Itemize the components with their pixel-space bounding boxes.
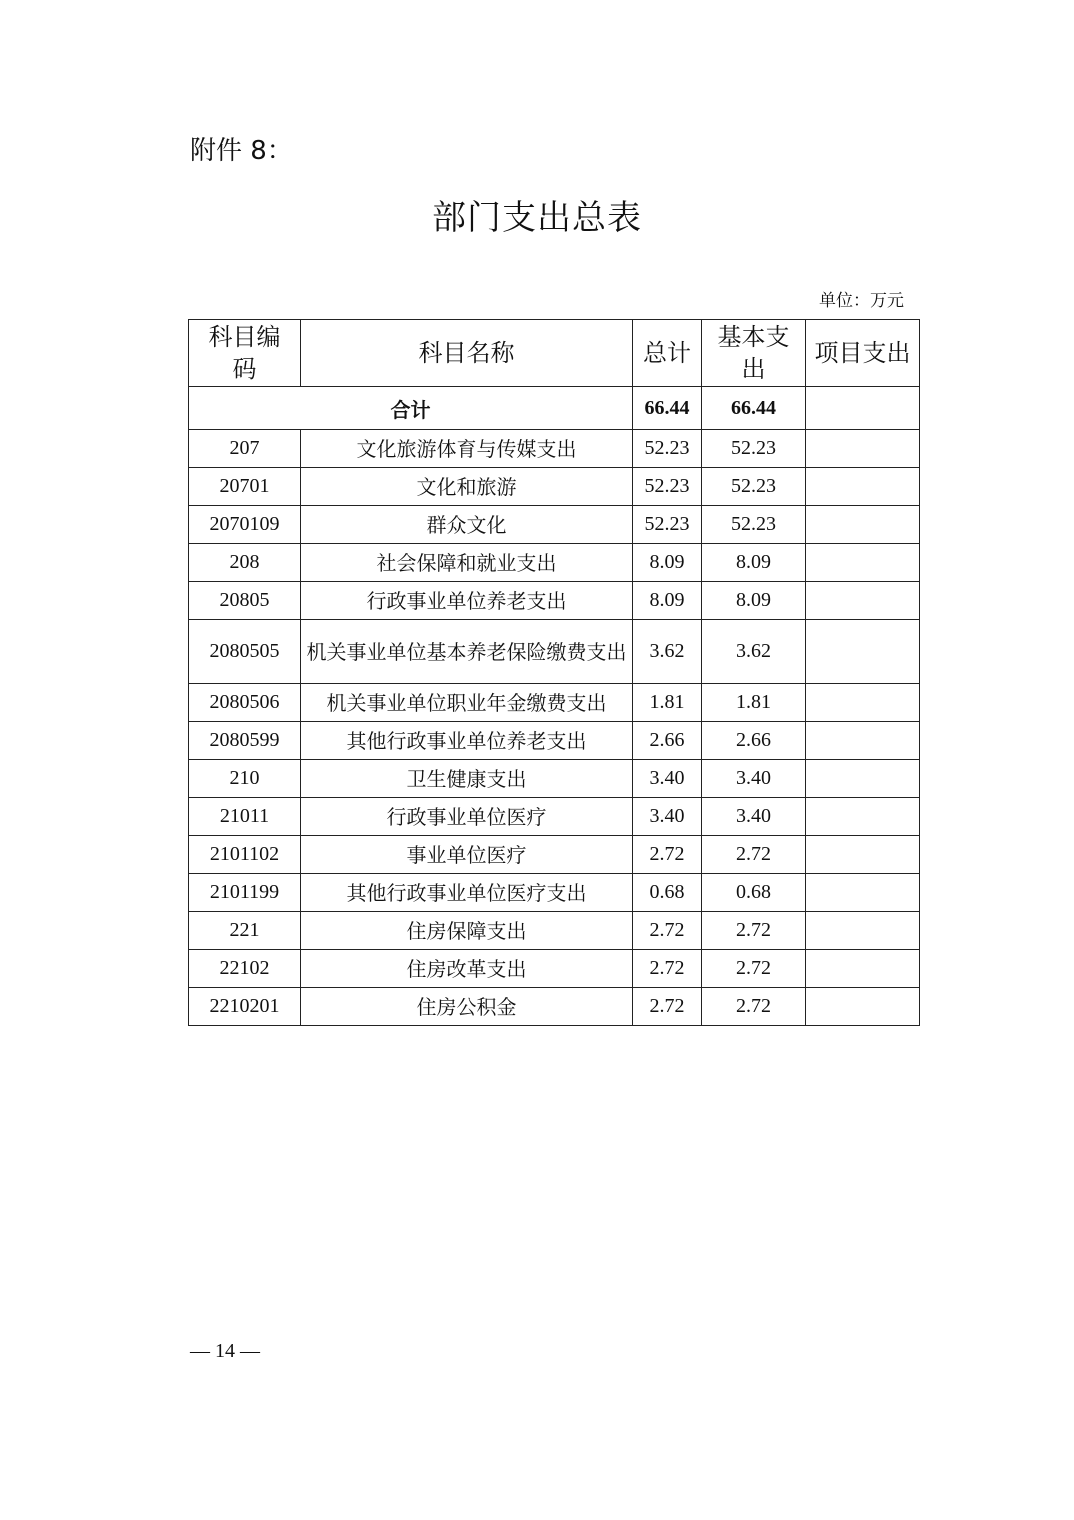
row-basic: 2.72 xyxy=(702,988,806,1026)
row-basic: 2.72 xyxy=(702,950,806,988)
total-basic: 66.44 xyxy=(702,387,806,430)
table-row xyxy=(189,430,920,468)
total-label: 合计 xyxy=(189,387,633,430)
row-name: 卫生健康支出 xyxy=(301,760,633,798)
row-code: 207 xyxy=(189,430,301,468)
row-project xyxy=(806,684,920,722)
row-name: 机关事业单位职业年金缴费支出 xyxy=(301,684,633,722)
table-header-row xyxy=(189,320,920,387)
row-code: 20805 xyxy=(189,582,301,620)
row-basic: 2.66 xyxy=(702,722,806,760)
table-row xyxy=(189,544,920,582)
row-project xyxy=(806,506,920,544)
column-header-project: 项目支出 xyxy=(806,320,920,387)
row-code: 21011 xyxy=(189,798,301,836)
row-name: 行政事业单位养老支出 xyxy=(301,582,633,620)
row-total: 52.23 xyxy=(633,430,702,468)
row-total: 52.23 xyxy=(633,506,702,544)
row-total: 3.40 xyxy=(633,760,702,798)
row-name: 社会保障和就业支出 xyxy=(301,544,633,582)
row-code: 2210201 xyxy=(189,988,301,1026)
row-total: 2.72 xyxy=(633,988,702,1026)
row-code: 2080599 xyxy=(189,722,301,760)
row-name: 住房保障支出 xyxy=(301,912,633,950)
row-project xyxy=(806,798,920,836)
row-basic: 3.40 xyxy=(702,798,806,836)
table-row xyxy=(189,798,920,836)
row-basic: 3.62 xyxy=(702,620,806,684)
row-basic: 1.81 xyxy=(702,684,806,722)
row-total: 2.72 xyxy=(633,836,702,874)
table-row xyxy=(189,620,920,684)
table-row xyxy=(189,836,920,874)
row-name: 文化旅游体育与传媒支出 xyxy=(301,430,633,468)
expenditure-table xyxy=(188,319,920,1026)
row-project xyxy=(806,582,920,620)
row-code: 210 xyxy=(189,760,301,798)
row-project xyxy=(806,722,920,760)
table-row xyxy=(189,912,920,950)
page-title: 部门支出总表 xyxy=(432,198,642,238)
table-row xyxy=(189,468,920,506)
row-basic: 0.68 xyxy=(702,874,806,912)
row-project xyxy=(806,760,920,798)
row-total: 2.72 xyxy=(633,950,702,988)
row-code: 221 xyxy=(189,912,301,950)
row-project xyxy=(806,988,920,1026)
table-row xyxy=(189,582,920,620)
row-basic: 8.09 xyxy=(702,544,806,582)
row-total: 3.40 xyxy=(633,798,702,836)
table-row xyxy=(189,684,920,722)
row-total: 2.72 xyxy=(633,912,702,950)
page-number: — 14 — xyxy=(190,1340,260,1362)
table-row xyxy=(189,506,920,544)
attachment-label: 附件 8： xyxy=(190,136,293,166)
row-name: 群众文化 xyxy=(301,506,633,544)
row-code: 22102 xyxy=(189,950,301,988)
row-code: 2080505 xyxy=(189,620,301,684)
row-total: 8.09 xyxy=(633,544,702,582)
row-basic: 52.23 xyxy=(702,430,806,468)
row-code: 2101199 xyxy=(189,874,301,912)
row-name: 文化和旅游 xyxy=(301,468,633,506)
row-project xyxy=(806,430,920,468)
row-code: 208 xyxy=(189,544,301,582)
row-total: 3.62 xyxy=(633,620,702,684)
row-project xyxy=(806,468,920,506)
row-project xyxy=(806,950,920,988)
row-basic: 52.23 xyxy=(702,506,806,544)
row-project xyxy=(806,836,920,874)
row-project xyxy=(806,620,920,684)
column-header-code: 科目编码 xyxy=(189,320,301,387)
row-project xyxy=(806,874,920,912)
unit-label: 单位：万元 xyxy=(819,291,904,311)
total-amount: 66.44 xyxy=(633,387,702,430)
row-total: 8.09 xyxy=(633,582,702,620)
table-row xyxy=(189,722,920,760)
column-header-name: 科目名称 xyxy=(301,320,633,387)
row-code: 2070109 xyxy=(189,506,301,544)
total-project xyxy=(806,387,920,430)
row-project xyxy=(806,544,920,582)
row-name: 事业单位医疗 xyxy=(301,836,633,874)
row-name: 行政事业单位医疗 xyxy=(301,798,633,836)
row-total: 2.66 xyxy=(633,722,702,760)
table-row xyxy=(189,874,920,912)
row-total: 1.81 xyxy=(633,684,702,722)
row-code: 20701 xyxy=(189,468,301,506)
table-row xyxy=(189,988,920,1026)
row-basic: 8.09 xyxy=(702,582,806,620)
table-row xyxy=(189,760,920,798)
row-name: 住房公积金 xyxy=(301,988,633,1026)
row-basic: 52.23 xyxy=(702,468,806,506)
row-basic: 2.72 xyxy=(702,836,806,874)
row-project xyxy=(806,912,920,950)
row-total: 0.68 xyxy=(633,874,702,912)
row-name: 住房改革支出 xyxy=(301,950,633,988)
row-basic: 2.72 xyxy=(702,912,806,950)
table-row xyxy=(189,950,920,988)
row-name: 其他行政事业单位养老支出 xyxy=(301,722,633,760)
row-name: 机关事业单位基本养老保险缴费支出 xyxy=(301,620,633,684)
row-basic: 3.40 xyxy=(702,760,806,798)
column-header-basic: 基本支出 xyxy=(702,320,806,387)
row-name: 其他行政事业单位医疗支出 xyxy=(301,874,633,912)
row-code: 2101102 xyxy=(189,836,301,874)
row-total: 52.23 xyxy=(633,468,702,506)
column-header-total: 总计 xyxy=(633,320,702,387)
total-row xyxy=(189,387,920,430)
row-code: 2080506 xyxy=(189,684,301,722)
